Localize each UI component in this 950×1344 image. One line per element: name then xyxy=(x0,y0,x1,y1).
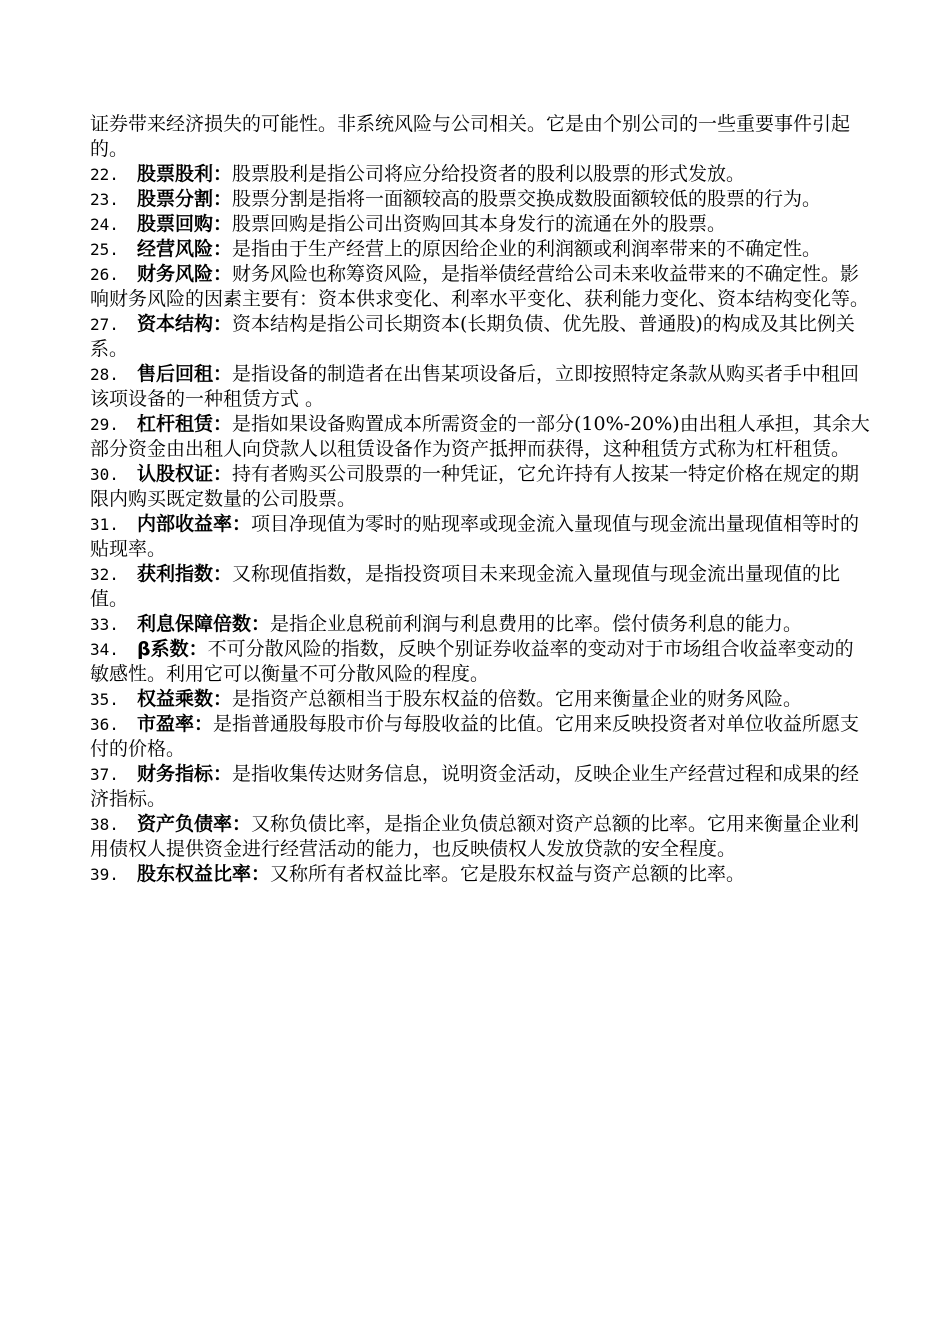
entry-definition: 又称现值指数，是指投资项目未来现金流入量现值与现金流出量现值的比值。 xyxy=(90,563,841,610)
entry-term: 经营风险： xyxy=(137,238,233,260)
entry-number: 33. xyxy=(90,615,119,634)
entry-number: 25. xyxy=(90,240,119,259)
entry-number: 29. xyxy=(90,415,119,434)
entry-term: 利息保障倍数： xyxy=(137,613,271,635)
entry-term: 杠杆租赁： xyxy=(137,413,233,435)
definition-entry xyxy=(90,712,870,762)
entry-number: 28. xyxy=(90,365,119,384)
entry-definition: 股票分割是指将一面额较高的股票交换成数股面额较低的股票的行为。 xyxy=(232,188,822,210)
entry-definition: 是指设备的制造者在出售某项设备后，立即按照特定条款从购买者手中租回该项设备的一种租赁方式 。 xyxy=(90,363,860,410)
entry-term: 资本结构： xyxy=(137,313,233,335)
entry-number: 22. xyxy=(90,165,119,184)
entry-number: 36. xyxy=(90,715,119,734)
definition-entry xyxy=(90,162,870,187)
entry-number: 26. xyxy=(90,265,119,284)
entry-term: 财务风险： xyxy=(137,263,233,285)
document-page xyxy=(90,112,870,887)
entry-term: 认股权证： xyxy=(137,463,233,485)
entry-number: 37. xyxy=(90,765,119,784)
entry-term: 股东权益比率： xyxy=(137,863,271,885)
entry-term: 股票股利： xyxy=(137,163,233,185)
definition-list xyxy=(90,162,870,887)
entry-term: 资产负债率： xyxy=(137,813,252,835)
entry-number: 30. xyxy=(90,465,119,484)
entry-definition: 不可分散风险的指数，反映个别证券收益率的变动对于市场组合收益率变动的敏感性。利用它可以衡量不可分散风险的程度。 xyxy=(90,638,854,685)
definition-entry xyxy=(90,512,870,562)
entry-term: 股票回购： xyxy=(137,213,233,235)
entry-number: 23. xyxy=(90,190,119,209)
entry-definition: 是指由于生产经营上的原因给企业的利润额或利润率带来的不确定性。 xyxy=(232,238,822,260)
definition-entry xyxy=(90,562,870,612)
entry-definition: 资本结构是指公司长期资本(长期负债、优先股、普通股)的构成及其比例关系。 xyxy=(90,313,855,360)
entry-definition: 是指收集传达财务信息，说明资金活动，反映企业生产经营过程和成果的经济指标。 xyxy=(90,763,860,810)
entry-definition: 是指如果设备购置成本所需资金的一部分(10%-20%)由出租人承担，其余大部分资金由出租人向贷款人以租赁设备作为资产抵押而获得，这种租赁方式称为杠杆租赁。 xyxy=(90,413,870,460)
definition-entry xyxy=(90,637,870,687)
definition-entry xyxy=(90,212,870,237)
entry-definition: 项目净现值为零时的贴现率或现金流入量现值与现金流出量现值相等时的贴现率。 xyxy=(90,513,860,560)
entry-number: 31. xyxy=(90,515,119,534)
entry-term: 财务指标： xyxy=(137,763,233,785)
definition-entry xyxy=(90,462,870,512)
entry-definition: 持有者购买公司股票的一种凭证，它允许持有人按某一特定价格在规定的期限内购买既定数量的公司股票。 xyxy=(90,463,860,510)
entry-number: 34. xyxy=(90,640,119,659)
entry-term: 股票分割： xyxy=(137,188,233,210)
definition-entry xyxy=(90,237,870,262)
definition-entry xyxy=(90,812,870,862)
definition-entry xyxy=(90,187,870,212)
definition-entry xyxy=(90,262,870,312)
entry-definition: 是指普通股每股市价与每股收益的比值。它用来反映投资者对单位收益所愿支付的价格。 xyxy=(90,713,860,760)
definition-entry xyxy=(90,412,870,462)
definition-entry xyxy=(90,762,870,812)
entry-number: 35. xyxy=(90,690,119,709)
entry-number: 24. xyxy=(90,215,119,234)
definition-entry xyxy=(90,687,870,712)
entry-term: 售后回租： xyxy=(137,363,233,385)
entry-number: 27. xyxy=(90,315,119,334)
definition-entry xyxy=(90,362,870,412)
entry-number: 38. xyxy=(90,815,119,834)
entry-term: β系数： xyxy=(137,638,208,660)
entry-definition: 是指企业息税前利润与利息费用的比率。偿付债务利息的能力。 xyxy=(270,613,803,635)
entry-number: 32. xyxy=(90,565,119,584)
definition-entry xyxy=(90,612,870,637)
entry-term: 权益乘数： xyxy=(137,688,233,710)
definition-entry xyxy=(90,312,870,362)
entry-definition: 又称负债比率，是指企业负债总额对资产总额的比率。它用来衡量企业利用债权人提供资金进行经营活动的能力，也反映债权人发放贷款的安全程度。 xyxy=(90,813,860,860)
entry-term: 获利指数： xyxy=(137,563,233,585)
entry-definition: 财务风险也称筹资风险，是指举债经营给公司未来收益带来的不确定性。影响财务风险的因素主要有：资本供求变化、利率水平变化、获利能力变化、资本结构变化等。 xyxy=(90,263,870,310)
entry-number: 39. xyxy=(90,865,119,884)
entry-definition: 又称所有者权益比率。它是股东权益与资产总额的比率。 xyxy=(270,863,746,885)
entry-definition: 股票回购是指公司出资购回其本身发行的流通在外的股票。 xyxy=(232,213,727,235)
continuation-paragraph: 证券带来经济损失的可能性。非系统风险与公司相关。它是由个别公司的一些重要事件引起的。 xyxy=(90,113,851,160)
entry-definition: 是指资产总额相当于股东权益的倍数。它用来衡量企业的财务风险。 xyxy=(232,688,803,710)
entry-definition: 股票股利是指公司将应分给投资者的股利以股票的形式发放。 xyxy=(232,163,746,185)
entry-term: 内部收益率： xyxy=(137,513,252,535)
entry-term: 市盈率： xyxy=(137,713,214,735)
definition-entry xyxy=(90,862,870,887)
